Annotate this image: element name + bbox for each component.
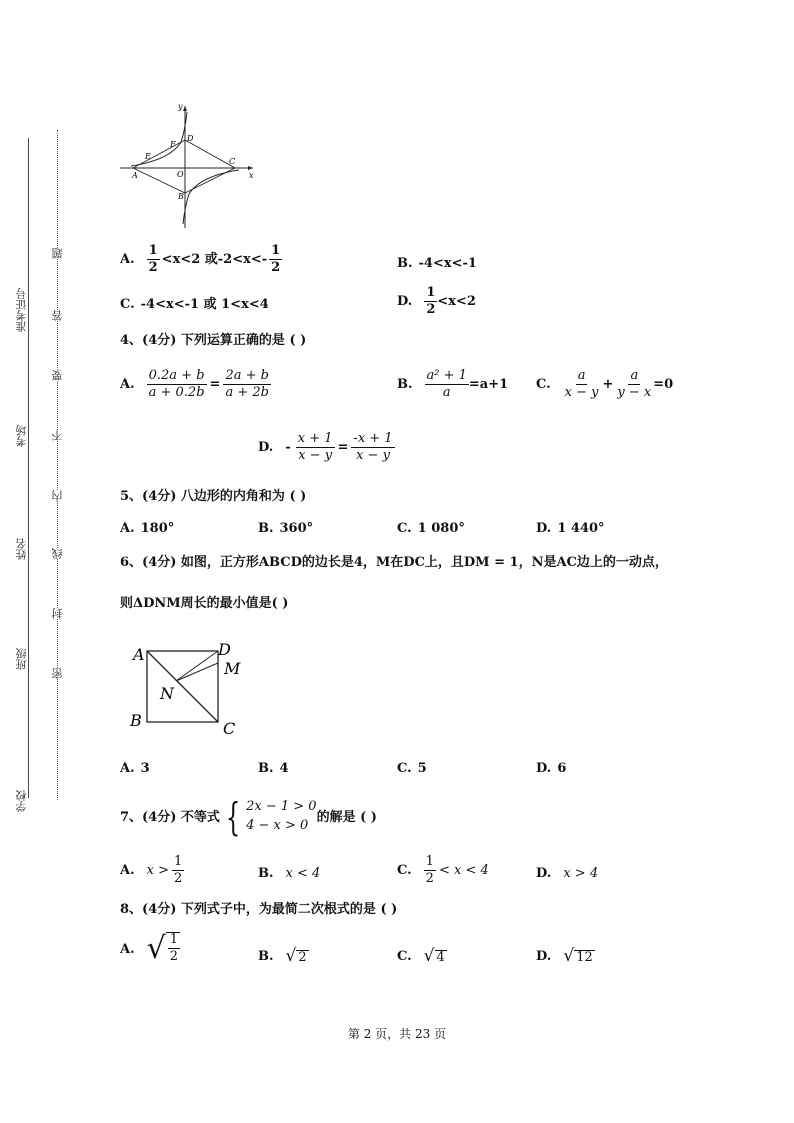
- fraction: $\frac{1}{2}$: [173, 854, 183, 886]
- fraction: $\frac{-x + 1}{x - y}$: [353, 431, 393, 463]
- option-letter: B.: [258, 866, 274, 881]
- q4-option-c[interactable]: [536, 369, 673, 399]
- graph-label-C: C: [229, 157, 236, 166]
- seal-char: 要: [51, 370, 64, 381]
- option-text: 360°: [279, 521, 314, 536]
- option-letter: B.: [397, 376, 413, 392]
- q8-option-b[interactable]: [258, 948, 309, 965]
- option-text: 5: [417, 761, 427, 776]
- q3-option-b[interactable]: [397, 257, 477, 270]
- option-letter: C.: [397, 949, 412, 964]
- option-text: x > 4: [563, 866, 599, 881]
- option-text: x < 4: [285, 866, 321, 881]
- option-letter: D.: [397, 293, 413, 309]
- option-text: 1 440°: [557, 521, 605, 536]
- option-letter: C.: [397, 521, 412, 536]
- q4-stem: 4、(4分) 下列运算正确的是 ( ): [120, 333, 307, 348]
- radicand: 2: [298, 949, 307, 965]
- option-letter: D.: [258, 439, 274, 455]
- q8-option-c[interactable]: [397, 948, 447, 965]
- q3-option-a[interactable]: [120, 244, 282, 274]
- seal-char: 答: [51, 310, 64, 321]
- seal-char: 密: [51, 668, 64, 679]
- fraction: $\frac{a}{y - x}$: [617, 368, 652, 400]
- equals-sign: =: [337, 439, 349, 455]
- option-text: < x < 4: [438, 862, 489, 878]
- seal-char: 封: [51, 608, 64, 619]
- radicand: 12: [576, 949, 593, 965]
- q4-option-a[interactable]: [120, 369, 271, 399]
- q3-option-c[interactable]: [120, 298, 269, 311]
- q5-stem: 5、(4分) 八边形的内角和为 ( ): [120, 489, 307, 504]
- q7-option-c[interactable]: [397, 855, 489, 885]
- seal-char: 内: [51, 490, 64, 501]
- option-text: 3: [140, 761, 150, 776]
- label-name: 姓名: [15, 538, 28, 560]
- q4-option-d[interactable]: [258, 432, 395, 462]
- q7-stem-pre: 7、(4分) 不等式: [120, 809, 220, 825]
- graph-label-E: E: [145, 152, 151, 161]
- fraction: $\frac{a}{x - y}$: [564, 368, 599, 400]
- graph-label-B: B: [178, 192, 184, 201]
- fraction: $\frac{1}{2}$: [271, 243, 281, 275]
- figure-label-C: C: [223, 719, 236, 738]
- option-letter: A.: [120, 376, 135, 392]
- q5-option-a[interactable]: [120, 522, 174, 535]
- margin-dotted-line: [57, 130, 58, 800]
- q5-option-b[interactable]: [258, 522, 313, 535]
- inequality-row-1: 2x − 1 > 0: [246, 799, 317, 815]
- figure-label-A: A: [133, 645, 145, 664]
- figure-label-N: N: [160, 684, 174, 703]
- option-letter: B.: [258, 521, 274, 536]
- option-letter: C.: [120, 297, 135, 312]
- fraction: $\frac{0.2a + b}{a + 0.2b}$: [148, 368, 205, 400]
- figure-label-M: M: [224, 659, 241, 678]
- sqrt-icon: √: [423, 946, 435, 966]
- inequality-text: <x<2 或-2<x<-: [161, 251, 268, 267]
- q5-option-c[interactable]: [397, 522, 465, 535]
- option-text: 180°: [140, 521, 175, 536]
- q8-option-d[interactable]: [536, 948, 595, 965]
- figure-label-D: D: [218, 640, 231, 659]
- q6-stem-line1: 6、(4分) 如图，正方形ABCD的边长是4，M在DC上，且DM = 1，N是AC边上的一动点，: [120, 555, 668, 570]
- inequality-system: [246, 798, 316, 836]
- figure-label-B: B: [130, 711, 142, 730]
- q6-option-d[interactable]: [536, 762, 566, 775]
- brace: {: [225, 795, 241, 839]
- sqrt-icon: √: [285, 946, 297, 966]
- inequality-row-2: 4 − x > 0: [246, 818, 309, 833]
- fraction-under-root: $\frac{1}{2}$: [166, 932, 180, 963]
- fraction: $\frac{2a + b}{a + 2b}$: [225, 368, 269, 400]
- option-letter: B.: [258, 949, 274, 964]
- graph-label-D: D: [187, 134, 194, 143]
- fraction: $\frac{\text{a² + 1}}{a}$: [426, 368, 467, 400]
- seal-char: 题: [51, 248, 64, 259]
- option-letter: C.: [397, 862, 412, 878]
- option-letter: B.: [258, 761, 274, 776]
- q5-option-d[interactable]: [536, 522, 605, 535]
- sqrt-icon: √: [146, 931, 166, 966]
- option-letter: A.: [120, 761, 135, 776]
- option-text: -4<x<-1 或 1<x<4: [140, 297, 269, 312]
- q3-hyperbola-figure: [115, 100, 260, 232]
- option-letter: D.: [536, 949, 552, 964]
- option-letter: B.: [397, 256, 413, 271]
- option-text: 4: [279, 761, 289, 776]
- fraction: $\frac{1}{2}$: [148, 243, 158, 275]
- graph-label-y: y: [178, 102, 183, 111]
- fraction: $\frac{1}{2}$: [425, 854, 434, 886]
- negative-sign: -: [285, 439, 291, 455]
- option-letter: D.: [536, 866, 552, 881]
- option-letter: D.: [536, 521, 552, 536]
- q6-option-b[interactable]: [258, 762, 289, 775]
- q4-option-b[interactable]: [397, 369, 508, 399]
- graph-label-O: O: [177, 170, 184, 179]
- sqrt-icon: √: [563, 946, 575, 966]
- equation-rhs: =0: [653, 376, 674, 392]
- option-text: 1 080°: [417, 521, 465, 536]
- graph-label-A: A: [132, 171, 138, 180]
- option-letter: A.: [120, 521, 135, 536]
- q6-stem-line2: 则ΔDNM周长的最小值是( ): [120, 596, 289, 611]
- option-letter: A.: [120, 862, 135, 878]
- q7-option-b[interactable]: [258, 867, 320, 880]
- q7-stem-post: 的解是 ( ): [316, 809, 377, 825]
- label-class: 班级: [15, 648, 28, 670]
- equation-rhs: =a+1: [468, 376, 509, 392]
- option-lhs: x >: [146, 862, 169, 878]
- option-letter: C.: [536, 376, 551, 392]
- label-exam-room: 考场: [15, 425, 28, 447]
- label-school: 学校: [15, 790, 28, 812]
- graph-label-x: x: [249, 171, 254, 180]
- q7-option-a[interactable]: [120, 855, 184, 885]
- q8-stem: 8、(4分) 下列式子中，为最简二次根式的是 ( ): [120, 902, 398, 917]
- option-text: -4<x<-1: [418, 256, 477, 271]
- label-exam-number: 准考证号: [15, 288, 28, 332]
- fraction: $\frac{1}{2}$: [426, 285, 436, 317]
- q3-option-d[interactable]: [397, 286, 476, 316]
- plus-sign: +: [602, 376, 614, 392]
- fraction: $\frac{x + 1}{x - y}$: [297, 431, 333, 463]
- margin-solid-line: [28, 138, 29, 798]
- option-letter: A.: [120, 251, 135, 267]
- seal-char: 线: [51, 548, 64, 559]
- q6-option-c[interactable]: [397, 762, 427, 775]
- option-letter: C.: [397, 761, 412, 776]
- option-letter: D.: [536, 761, 552, 776]
- option-letter: A.: [120, 941, 135, 957]
- q7-stem: [120, 795, 377, 839]
- option-text: <x<2: [437, 293, 476, 309]
- equals-sign: =: [209, 376, 221, 392]
- q6-option-a[interactable]: [120, 762, 150, 775]
- q8-option-a[interactable]: [120, 931, 180, 966]
- q7-option-d[interactable]: [536, 867, 598, 880]
- option-text: 6: [557, 761, 567, 776]
- page-footer: 第 2 页，共 23 页: [347, 1027, 447, 1041]
- graph-label-F: F: [170, 140, 176, 149]
- seal-char: 不: [51, 430, 64, 441]
- radicand: 4: [436, 949, 445, 965]
- q6-square-figure: [128, 638, 246, 740]
